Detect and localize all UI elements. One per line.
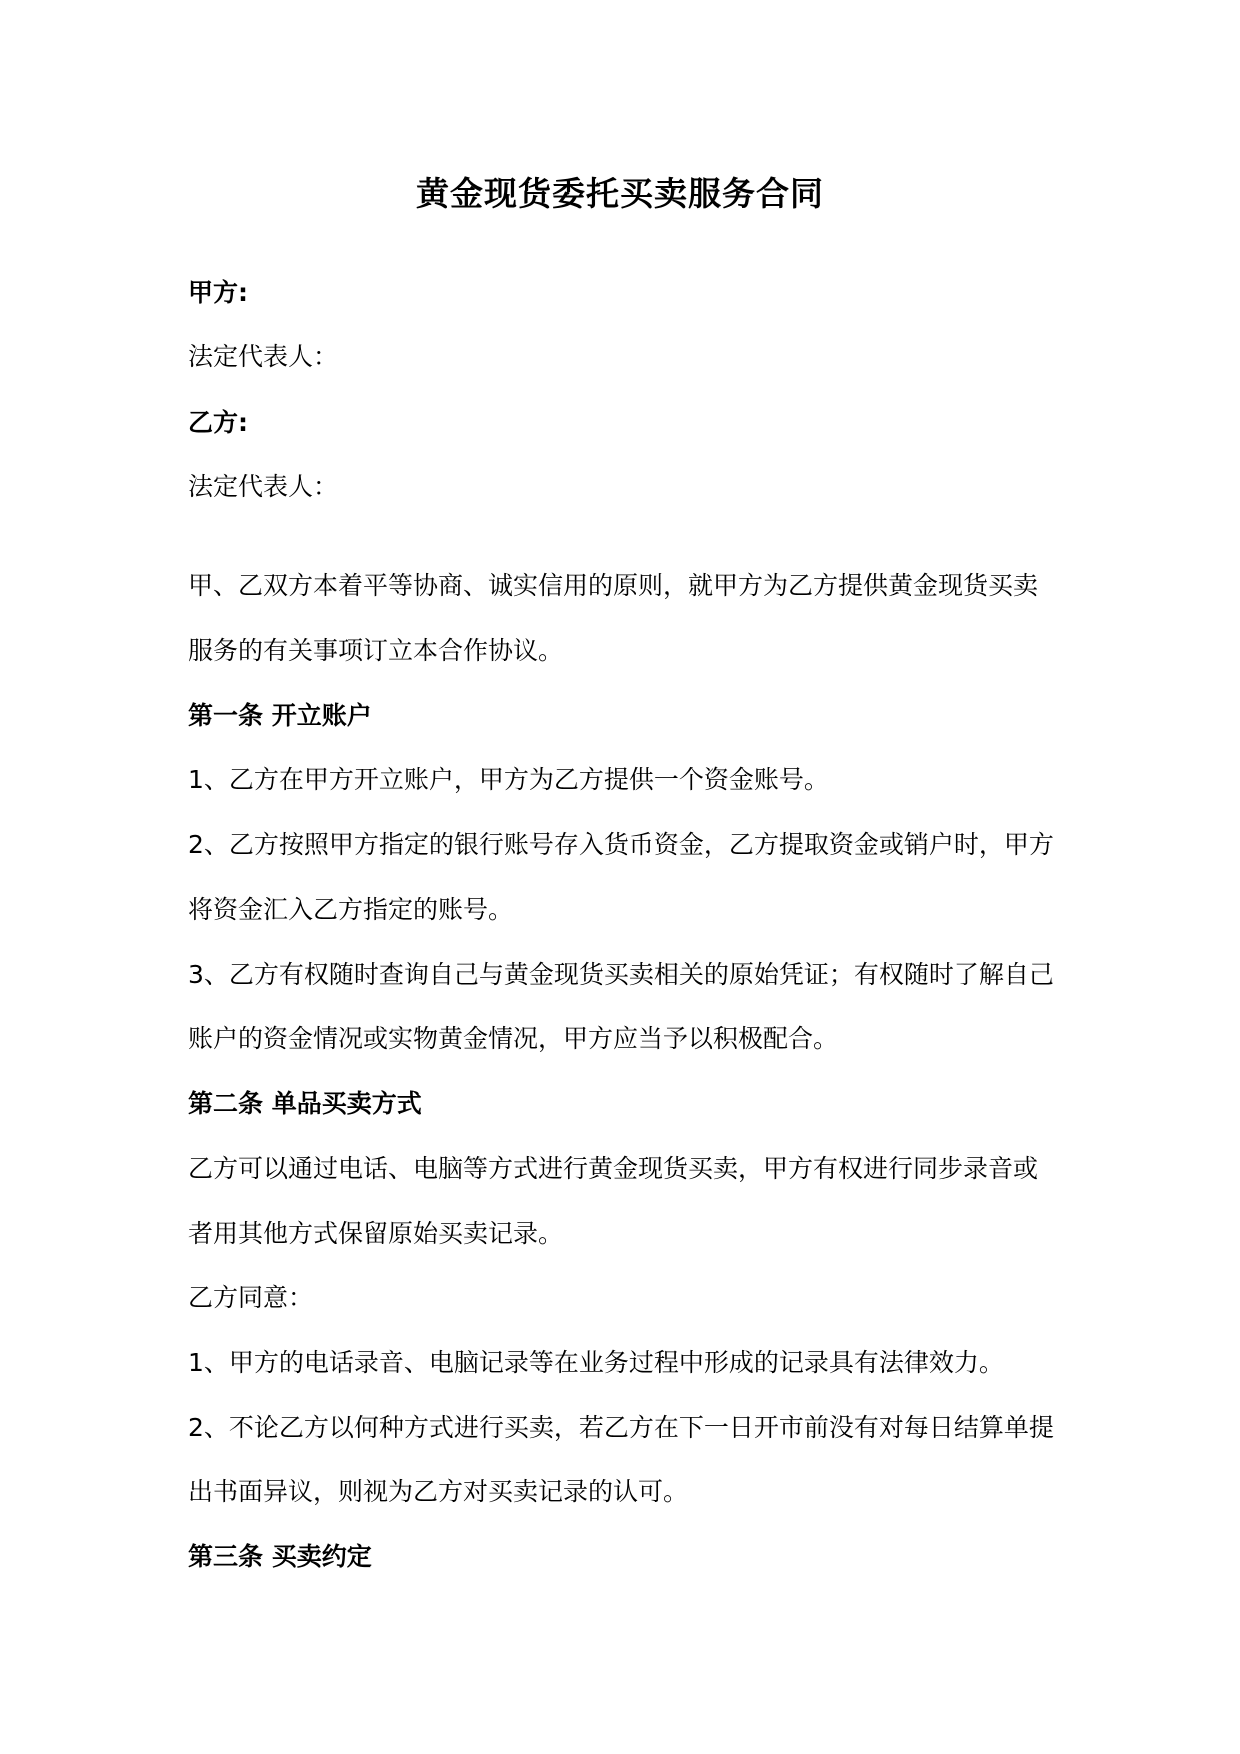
party-a-representative: 法定代表人： <box>188 342 339 371</box>
article-2-line-5: 2、不论乙方以何种方式进行买卖，若乙方在下一日开市前没有对每日结算单提 <box>188 1413 1054 1442</box>
article-1-line-2: 2、乙方按照甲方指定的银行账号存入货币资金，乙方提取资金或销户时，甲方 <box>188 830 1054 859</box>
article-2-line-3: 乙方同意： <box>188 1283 314 1312</box>
intro-line-2: 服务的有关事项订立本合作协议。 <box>188 636 564 665</box>
article-2-line-2: 者用其他方式保留原始买卖记录。 <box>188 1219 564 1248</box>
article-1-line-3: 将资金汇入乙方指定的账号。 <box>188 895 514 924</box>
document-title: 黄金现货委托买卖服务合同 <box>416 174 824 213</box>
article-2-line-1: 乙方可以通过电话、电脑等方式进行黄金现货买卖，甲方有权进行同步录音或 <box>188 1154 1039 1183</box>
party-a-label: 甲方: <box>188 278 248 307</box>
article-2-line-6: 出书面异议，则视为乙方对买卖记录的认可。 <box>188 1477 689 1506</box>
article-1-heading: 第一条 开立账户 <box>188 701 372 730</box>
article-1-line-5: 账户的资金情况或实物黄金情况，甲方应当予以积极配合。 <box>188 1024 839 1053</box>
article-1-line-1: 1、乙方在甲方开立账户，甲方为乙方提供一个资金账号。 <box>188 765 829 794</box>
article-2-line-4: 1、甲方的电话录音、电脑记录等在业务过程中形成的记录具有法律效力。 <box>188 1348 1004 1377</box>
party-b-label: 乙方: <box>188 408 248 437</box>
article-1-line-4: 3、乙方有权随时查询自己与黄金现货买卖相关的原始凭证；有权随时了解自己 <box>188 960 1054 989</box>
article-3-heading: 第三条 买卖约定 <box>188 1542 372 1571</box>
party-b-representative: 法定代表人： <box>188 472 339 501</box>
article-2-heading: 第二条 单品买卖方式 <box>188 1089 422 1118</box>
intro-line-1: 甲、乙双方本着平等协商、诚实信用的原则，就甲方为乙方提供黄金现货买卖 <box>188 571 1039 600</box>
